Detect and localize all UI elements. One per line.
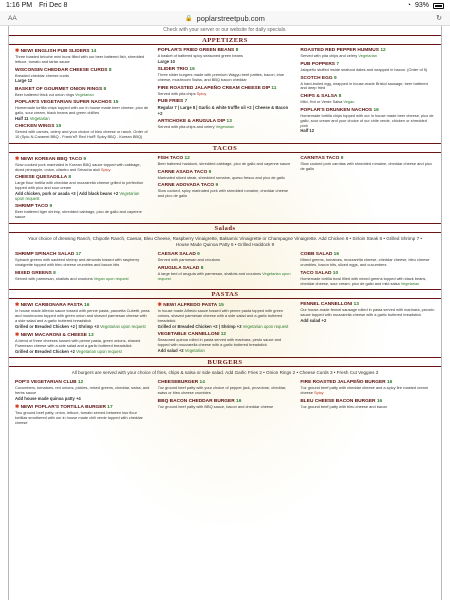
pastas-col-1 (15, 302, 150, 356)
menu-item-description-text: Served with pita chips and celery (157, 123, 215, 129)
menu-item-name: FISH TACO (157, 155, 184, 161)
spicy-tag: Spicy (196, 90, 207, 96)
menu-item-description (15, 339, 150, 349)
status-bar (0, 0, 450, 11)
menu-item-name: CARNE ASADA TACO (157, 169, 208, 175)
menu-item (158, 86, 293, 97)
menu-item-description (158, 386, 293, 396)
menu-item-price: 8 (200, 265, 204, 271)
menu-item-name: POPLAR'S FRIED GREEN BEANS (157, 48, 235, 53)
menu-item (15, 124, 150, 140)
menu-item-description (158, 272, 293, 282)
menu-item-description-text: Homemade tortilla chips topped with our in house made beer cheese, pico de gallo, sour cream, black beans and green chillies (15, 105, 149, 116)
menu-item-description (158, 405, 293, 410)
menu-item-description (15, 258, 150, 268)
diet-tag: Vegetarian (215, 123, 235, 129)
diet-tag: Vegetarian upon request (15, 190, 140, 202)
menu-item-description (15, 106, 150, 116)
menu-item-addons-text: Add house made quinoa patty +4 (15, 395, 81, 401)
menu-item-price: 13 (226, 118, 232, 124)
new-star-icon: ✱ (15, 404, 21, 411)
menu-item (300, 76, 435, 92)
section-salads-title: Salads (9, 223, 441, 233)
tacos-col-3 (300, 156, 435, 223)
wifi-icon: ◔ (406, 2, 411, 9)
menu-item-description-text: Served with parmesan and croutons (157, 257, 220, 263)
menu-item-name: SCOTCH EGG (300, 75, 333, 81)
menu-item (158, 399, 293, 410)
menu-item-description-text: In house made Alfredo sauce tossed with penne pasta, pancetta Cubetti, peas and mushrooms topped with green onion and shaved parmesan cheese with a side salad and a garlic buttered breadstick (15, 308, 150, 323)
new-star-icon: ✱ (15, 48, 21, 54)
section-appetizers-title: APPETIZERS (9, 35, 441, 45)
menu-item-name: CARNE ADOVADA TACO (157, 183, 215, 189)
menu-item-description (15, 181, 150, 191)
menu-item-description (158, 309, 293, 323)
menu-item-name: FIRE ROASTED JALAPEÑO CREAM CHEESE DIP (157, 85, 271, 91)
section-burgers-title: BURGERS (9, 357, 441, 367)
menu-item-name: FENNEL CANNELLONI (300, 302, 353, 308)
menu-item-price: 15 (218, 303, 224, 309)
menu-item-name: SHRIMP SPINACH SALAD (15, 252, 75, 258)
salads-col-3 (300, 252, 435, 289)
menu-item-name: ROASTED RED PEPPER HUMMUS (300, 48, 379, 53)
menu-item-description-text: A large bed of arugula with parmesan, shallots and croutons (157, 270, 262, 276)
menu-item-description-text: Served with parmesan, shallots and croutons (15, 275, 93, 281)
menu-item-price: 17 (107, 405, 113, 411)
menu-item-price: 9 (215, 183, 219, 189)
menu-item-addons (15, 78, 150, 83)
menu-item-name: COBB SALAD (300, 252, 333, 258)
menu-item-addons-text: Regular 7 | Large 8 | Garlic & white truffle oil +2 | Cheese & Bacon +2 (157, 105, 289, 116)
menu-item (300, 94, 435, 105)
specials-note: Check with your server or our website for daily specials. (163, 27, 287, 33)
menu-item-description-text: Mixed greens, tomatoes, mozzarella cheese, cheddar cheese, bleu cheese crumbles, bacon bits, sliced eggs, and cucumbers (300, 257, 430, 267)
menu-item-price: 16 (333, 252, 340, 258)
menu-item-description-text: 7oz ground beef patty with BBQ sauce, bacon and cheddar cheese (157, 403, 274, 409)
menu-item-description-text: Beer battered haddock, shredded cabbage, pico de gallo and cayenne sauce (157, 160, 291, 166)
menu-item-addons (15, 349, 150, 354)
diet-tag: Vegan (343, 99, 355, 105)
menu-item-price: 9 (83, 156, 87, 162)
menu-item (158, 380, 293, 396)
menu-item-price: 17 (75, 252, 82, 258)
menu-item-description (15, 309, 150, 323)
menu-item-description (300, 68, 435, 73)
menu-item-addons-text: Half 11 (15, 115, 29, 121)
menu-item (158, 252, 293, 263)
address-bar[interactable] (0, 11, 450, 26)
burgers-columns (9, 377, 441, 428)
menu-item-price: 14 (90, 49, 97, 54)
menu-item-description (158, 189, 293, 199)
menu-item-price: 8 (108, 67, 112, 73)
menu-item-name: FIRE ROASTED JALAPEÑO BURGER (300, 380, 386, 386)
menu-item-description (15, 93, 150, 98)
menu-item-addons-text: Grilled or Breaded Chicken +2 | Shrimp +3 (15, 323, 99, 329)
menu-item (15, 68, 150, 84)
menu-item-addons (158, 59, 293, 64)
menu-item (300, 399, 435, 410)
menu-item-name: TACO SALAD (300, 270, 332, 276)
menu-item-description-text: Cucumbers, tomatoes, red onions, pickles, mixed greens, cheddar, swiss, and herbs sauce (15, 385, 150, 396)
menu-item-description-text: Spinach greens with sautéed shrimp and almonds tossed with raspberry vinaigrette topped with bleu cheese crumbles and bacon bits (15, 257, 140, 267)
menu-item-description (300, 258, 435, 268)
menu-item-name: NEW! ENGLISH PUB SLIDERS (20, 49, 90, 54)
menu-item-name: POPLAR'S VEGETARIAN SUPER NACHOS (15, 100, 112, 106)
menu-item-price: 13 (353, 302, 359, 308)
menu-item-name: NEW! POPLAR'S TORTILLA BURGER (20, 405, 106, 411)
menu-item (15, 380, 150, 401)
menu-item-description (158, 338, 293, 348)
menu-item-name: MIXED GREENS (15, 270, 52, 276)
menu-item-price: 16 (376, 398, 383, 404)
menu-item-addons (15, 324, 150, 329)
salads-col-2 (158, 252, 293, 289)
menu-item-price: 13 (88, 332, 94, 338)
menu-item-addons (300, 128, 435, 133)
menu-item-name: CHIPS & SALSA (300, 94, 338, 100)
menu-item (15, 175, 150, 201)
pastas-col-3 (300, 302, 435, 356)
diet-tag: Vegetarian upon request (157, 270, 291, 281)
menu-item-price: 8 (68, 175, 72, 181)
menu-item-price: 7 (184, 99, 188, 105)
menu-item-description (300, 386, 435, 396)
menu-item (15, 252, 150, 268)
menu-item (300, 252, 435, 268)
diet-tag: Vegetarian (184, 347, 205, 353)
menu-item-description-text: In house made Alfredo sauce tossed with penne pasta topped with green onions, shaved parmesan cheese with a side salad and a garlic buttered breadstick (157, 308, 284, 323)
menu-item-price: 9 (340, 155, 344, 161)
menu-item-name: BLEU CHEESE BACON BURGER (300, 398, 376, 404)
menu-item-price: 9 (333, 75, 337, 81)
menu-item-description (300, 100, 435, 105)
menu-item-addons (15, 396, 150, 401)
menu-item-description (158, 125, 293, 130)
menu-item-addons-text: Half 12 (300, 128, 315, 134)
menu-item-description-text: Slow cooked pork marinated in Korean BBQ sauce topped with cabbage, diced pineapple, onion, cilantro and Sriracha aioli (15, 161, 141, 172)
menu-item-description (158, 258, 293, 263)
menu-item (158, 156, 293, 167)
menu-item-description (15, 386, 150, 396)
menu-item (158, 266, 293, 282)
menu-item-description-text: Beer battered thick cut onion rings (15, 91, 75, 97)
menu-item-name: CHEESE QUESADILLA (15, 175, 68, 181)
menu-item-addons (300, 318, 435, 323)
menu-item-description (158, 92, 293, 97)
lock-icon: 🔒 (185, 15, 193, 22)
menu-item-price: 16 (386, 380, 393, 386)
diet-tag: Vegetarian (75, 91, 94, 97)
menu-item (15, 204, 150, 220)
menu-item-addons (15, 116, 150, 121)
menu-item-description (300, 162, 435, 172)
menu-item-addons-text: Large 12 (15, 78, 33, 84)
menu-item (15, 404, 150, 425)
menu-item (15, 87, 150, 98)
menu-item (158, 183, 293, 199)
section-pastas-title: PASTAS (9, 289, 441, 299)
menu-item-price: 16 (373, 107, 379, 113)
menu-item-description-text: Large flour tortilla with cheddar and mozzarella cheese grilled to perfection topped with pico and sour cream (15, 180, 144, 191)
menu-item (158, 119, 293, 130)
new-star-icon: ✱ (15, 155, 21, 162)
menu-item-price: 8 (338, 94, 342, 100)
menu-item-price: 7 (336, 61, 340, 67)
menu-item-addons-text: Grilled or Breaded Chicken +2 (15, 348, 75, 354)
menu-item (300, 271, 435, 287)
menu-item-name: CHEESEBURGER (157, 380, 199, 386)
menu-item-name: NEW! MACARONI & CHEESE (20, 332, 87, 338)
menu-item-description-text: Homemade tortilla chips topped with our in house made beer cheese, pico de gallo, sour cream and your choice of our chile verde, chicken or shredded pork (300, 112, 434, 128)
new-star-icon: ✱ (15, 331, 21, 338)
menu-item-description-text: Slow cooked pork carnitas with shredded romaine, cheddar cheese and pico de gallo (300, 160, 432, 171)
menu-item-price: 15 (113, 100, 119, 106)
diet-tag: Vegetarian (400, 280, 420, 286)
menu-item-price: 9 (197, 252, 200, 258)
tacos-col-1 (15, 156, 150, 223)
menu-item-price: 10 (332, 270, 339, 276)
menu-item-description (158, 162, 293, 167)
menu-item-description-text: Served with pita chips (157, 90, 196, 96)
menu-item-description-text: Three slider burgers made with premium Wagyu beef patties, bacon, blue cheese, mushroom Swiss, and BBQ bacon cheddar (157, 72, 285, 82)
menu-item-description (158, 176, 293, 181)
menu-item-description-text: Three toasted brioche mini buns filled with our beer battered fish, shredded lettuce, tomato and tartar sauce (15, 54, 145, 64)
page-content (0, 26, 450, 600)
menu-item (300, 302, 435, 323)
menu-item-description-text: Served with pita chips and celery (300, 53, 358, 58)
pastas-col-2 (158, 302, 293, 356)
menu-item (158, 332, 293, 353)
url-text[interactable]: poplarstreetpub.com (196, 13, 265, 23)
spicy-tag: Spicy (100, 166, 111, 172)
menu-item (300, 62, 435, 73)
menu-item-name: ARUGULA SALAD (157, 265, 200, 271)
reader-mode-button[interactable]: AA (8, 14, 17, 22)
menu-item (15, 332, 150, 354)
menu-item-name: SHRIMP TACO (15, 204, 49, 210)
battery-percent: 93% (414, 2, 429, 9)
menu-item-name: WISCONSIN CHEDDAR CHEESE CURDS (15, 67, 108, 73)
menu-item (300, 108, 435, 134)
salads-col-1 (15, 252, 150, 289)
menu-item-price: 12 (77, 380, 84, 386)
menu-item-price: 16 (189, 67, 195, 72)
menu-item-name: NEW! KOREAN BBQ TACO (20, 156, 83, 162)
status-right (407, 2, 444, 9)
menu-item-description-text: Homemade tortilla bowl filled with mixed greens topped with black beans, cheddar cheese, sour cream, pico de gallo and mild salsa (300, 275, 427, 286)
burgers-sides-note: All burgers are served with your choice of fries, chips & salsa or side salad. Add Garlic Fries 2 • Onion Rings 2 • Cheese Curds 3 • Fresh Cut Veggies 3 (71, 369, 379, 375)
menu-item-description-text: 7oz ground beef patty with bleu cheese and bacon (300, 403, 388, 409)
salads-columns (9, 249, 441, 289)
diet-tag: Vegetarian (358, 53, 377, 58)
menu-item-name: VEGETABLE CANNELLONI (157, 331, 220, 337)
menu-item-name: BASKET OF GOURMET ONION RINGS (15, 86, 103, 92)
status-left (6, 2, 72, 9)
appetizers-col-1 (15, 48, 150, 143)
menu-item (158, 302, 293, 329)
menu-item-price: 8 (53, 270, 56, 276)
menu-item-price: 16 (236, 398, 242, 404)
menu-item-description (300, 308, 435, 318)
menu-item-price: 12 (380, 48, 386, 53)
menu-item (158, 67, 293, 83)
battery-icon (433, 3, 444, 9)
menu-item (15, 48, 150, 65)
reload-icon[interactable]: ↻ (436, 15, 442, 22)
menu-item-description-text: A blend of three cheeses tossed with penne pasta, green onions, shaved Parmesan cheese with a side salad and a garlic buttered breadstick (15, 337, 141, 348)
menu-item (15, 271, 150, 282)
menu-item-description (15, 411, 150, 425)
diet-tag: Vegan upon request (93, 275, 129, 281)
new-star-icon: ✱ (157, 302, 164, 309)
menu-item-description (15, 210, 150, 220)
menu-item-addons (15, 191, 150, 201)
menu-item (15, 156, 150, 173)
diet-tag: Vegetarian (29, 115, 50, 121)
menu-item-price: 9 (49, 204, 53, 210)
menu-item-name: CARNITAS TACO (300, 155, 340, 161)
menu-item-description-text: Marinated sliced steak, shredded romaine, queso fresco and pico de gallo (157, 174, 285, 180)
menu-item-description (300, 277, 435, 287)
menu-item-name: ARTICHOKE & ARUGULA DIP (157, 118, 226, 124)
new-star-icon: ✱ (15, 302, 21, 309)
menu-item-description-text: Seasoned quinoa rolled in pasta served with marinara, pesto sauce and topped with mozzarella cheese with a garlic buttered breadstick (157, 336, 282, 347)
menu-frame (8, 26, 442, 600)
status-time: 1:16 PM (6, 2, 33, 9)
menu-item-addons-text: Add salad +2 (300, 317, 327, 323)
status-date: Fri Dec 8 (39, 2, 68, 9)
menu-item (15, 302, 150, 329)
menu-item-name: PUB FRIES (157, 99, 184, 105)
menu-item-price: 15 (55, 124, 62, 130)
menu-item-name: PUB POPPERS (300, 61, 335, 67)
menu-item-price: 12 (184, 155, 190, 161)
menu-item-addons (158, 348, 293, 353)
menu-item-description (300, 82, 435, 92)
appetizers-col-2 (158, 48, 293, 143)
menu-item-price: 12 (220, 331, 227, 337)
menu-item-name: BBQ BACON CHEDDAR BURGER (157, 398, 235, 404)
menu-item-addons (158, 324, 293, 329)
menu-item-description-text: Beer battered tiger shrimp, shredded cabbage, pico de gallo and cayenne sauce (15, 209, 142, 220)
menu-item-description-text: 7oz ground beef patty with cheddar cheese and a spicy fire roasted cream cheese (300, 385, 428, 396)
menu-item-price: 8 (235, 48, 239, 53)
menu-item (15, 100, 150, 121)
menu-item (158, 170, 293, 181)
menu-item-addons-text: Add chicken, pork or asada +3 | Add black beans +2 (15, 190, 119, 196)
menu-item-description (15, 55, 150, 65)
menu-item-description (300, 114, 435, 128)
menu-item (300, 380, 435, 396)
menu-item-description-text: A hard-boiled egg, wrapped in house-made Bristol sausage, beer battered and deep fried (300, 80, 428, 91)
menu-item (300, 48, 435, 59)
diet-tag: Vegetarian upon request (99, 323, 146, 329)
menu-item-price: 14 (199, 380, 205, 386)
menu-item-description-text: Jalapeño stuffed inside seafood dates and wrapped in bacon. (Order of 5) (300, 66, 428, 72)
menu-item-description-text: Our house-made fennel sausage rolled in pasta served with marinara, pecorin sauce topped with mozzarella cheese with a garlic buttered breadstick (300, 307, 435, 318)
menu-item-name: NEW! ALFREDO PASTA (163, 303, 218, 309)
diet-tag: Vegetarian upon request (242, 323, 289, 329)
menu-item-price: 9 (208, 169, 212, 175)
menu-item-price: 11 (271, 85, 277, 91)
menu-item-name: POP'S VEGETARIAN CLUB (15, 380, 77, 386)
menu-item-addons-text: Grilled or Breaded Chicken +2 | Shrimp +3 (157, 323, 242, 329)
menu-item-description-text: Slow cooked, spicy marinated pork with shredded romaine, cheddar cheese and pico de gallo (157, 188, 289, 199)
spicy-tag: Spicy (313, 390, 324, 396)
menu-item-addons-text: Large 10 (157, 58, 175, 64)
menu-item-description-text: Two ground beef patty, onion, lettuce, tomato served between two flour tortillas smothered with our in house made chili verde topped with cheddar cheese (15, 410, 143, 425)
menu-item-addons-text: Add salad +2 (157, 347, 184, 353)
tacos-columns (9, 153, 441, 223)
diet-tag: Vegetarian upon request (76, 348, 122, 354)
tacos-col-2 (158, 156, 293, 223)
menu-item-name: CHICKEN WINGS (15, 124, 55, 130)
burgers-col-3 (300, 380, 435, 428)
menu-item-description-text: Breaded cheddar cheese curds (15, 72, 70, 78)
menu-item-description-text: A basket of battered spicy seasoned green beans (157, 53, 243, 58)
menu-item-addons (158, 105, 293, 115)
burgers-col-2 (158, 380, 293, 428)
menu-item-name: NEW! CARBONARA PASTA (20, 303, 83, 309)
menu-item-price: 8 (103, 86, 107, 92)
menu-item-description (158, 73, 293, 83)
menu-item-name: POPLAR'S DRUNKEN NACHOS (300, 107, 373, 113)
menu-item (158, 48, 293, 64)
menu-item-description (300, 405, 435, 410)
menu-item-description-text: 7oz ground beef patty with your choice of pepper jack, provolone, cheddar, swiss or bleu cheese crumbles (157, 385, 287, 396)
menu-item-description (15, 277, 150, 282)
menu-item (158, 99, 293, 115)
salads-dressing-note: Your choice of dressing Ranch, Chipotle Ranch, Caesar, Bleu Cheese, Raspberry Vinaigrette, Balsamic Vinaigrette or Champagne Vinaigrette. Add Chicken 6 • Sirloin Steak 8 • Grilled Shrimp 7 • House Made Quinoa Patty 6 • Grilled Haddock 9 (27, 235, 423, 247)
burgers-col-1 (15, 380, 150, 428)
menu-item (300, 156, 435, 172)
section-tacos-title: TACOS (9, 143, 441, 153)
menu-item-name: CAESAR SALAD (157, 252, 196, 258)
menu-item-description (15, 163, 150, 173)
menu-item-description-text: Served with carrots, celery and your choice of bleu cheese or ranch. Order of 10 (Spic-N-Caramel BBQ - Frank's® Red Hot® Spicy BBQ - Korean BBQ) (15, 129, 148, 139)
menu-item-description (300, 54, 435, 59)
pastas-columns (9, 299, 441, 356)
menu-item-description-text: Mild, Hot or Verde Salsa (300, 99, 343, 105)
appetizers-col-3 (300, 48, 435, 143)
menu-item-price: 16 (84, 303, 90, 309)
menu-item-description (15, 130, 150, 140)
menu-item-name: SLIDER TRIO (157, 67, 189, 72)
appetizers-columns (9, 45, 441, 143)
